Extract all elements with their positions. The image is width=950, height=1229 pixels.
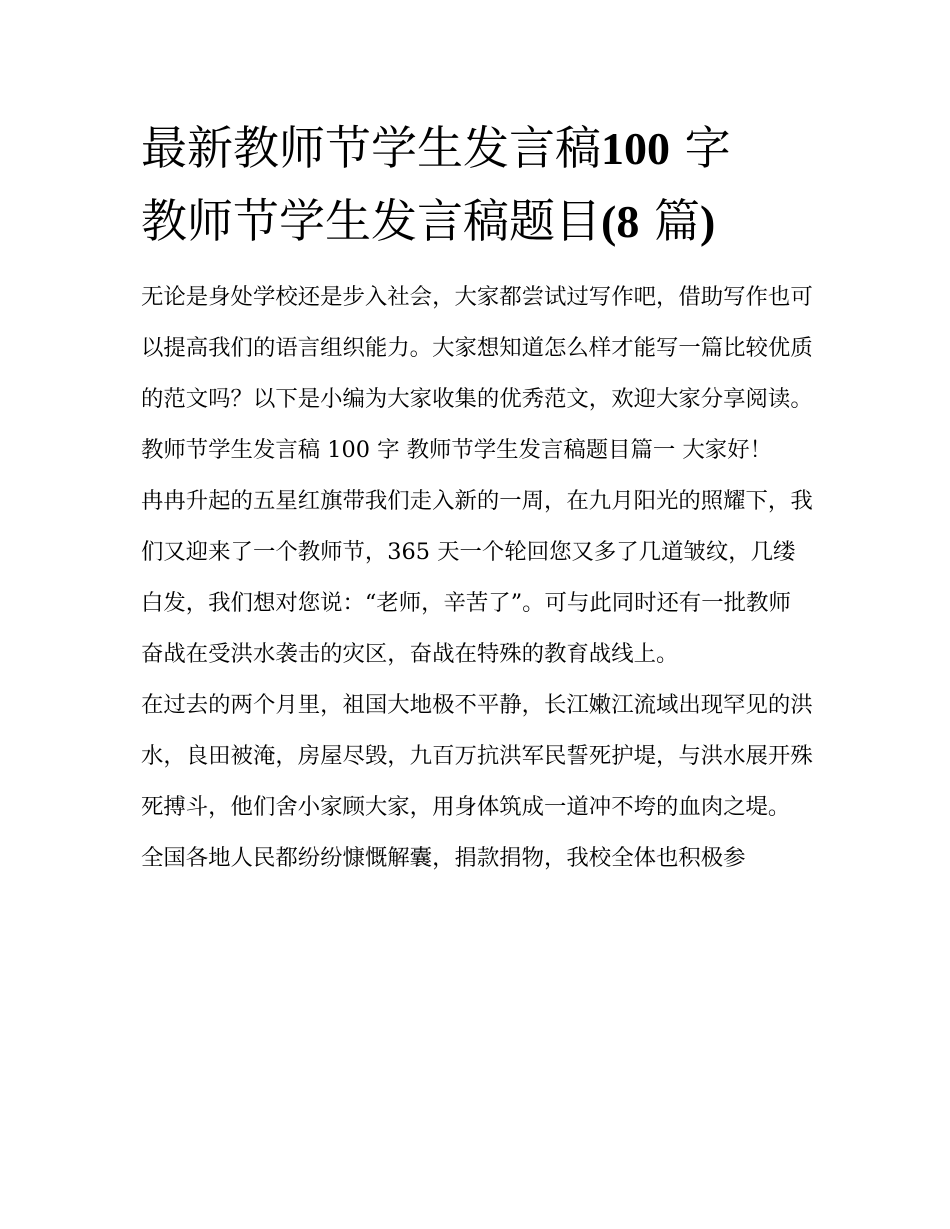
paragraph-body-1: 冉冉升起的五星红旗带我们走入新的一周，在九月阳光的照耀下，我们又迎来了一个教师节，365 天一个轮回您又多了几道皱纹，几缕白发，我们想对您说：“老师，辛苦了”。可与此同时还有一批教师奋战在受洪水袭击的灾区，奋战在特殊的教育战线上。 (141, 488, 813, 667)
title-line-2-close-paren: ) (699, 196, 716, 247)
title-line-1 (141, 112, 813, 185)
paragraph-body-3: 全国各地人民都纷纷慷慨解囊，捐款捐物，我校全体也积极参 (141, 845, 746, 871)
document-body (141, 112, 813, 884)
title-line-2-unit: 篇 (639, 194, 700, 248)
document-title (141, 112, 813, 258)
title-line-2 (141, 185, 813, 258)
title-line-2-open-paren: (8 (601, 196, 640, 247)
title-line-1-text: 最新教师节学生发言稿 (141, 121, 601, 175)
title-line-1-unit: 字 (670, 121, 731, 175)
title-line-1-number: 100 (601, 123, 670, 174)
paragraph-section-heading: 教师节学生发言稿 100 字 教师节学生发言稿题目篇一 大家好！ (141, 437, 772, 463)
paragraph-intro: 无论是身处学校还是步入社会，大家都尝试过写作吧，借助写作也可以提高我们的语言组织能力。大家想知道怎么样才能写一篇比较优质的范文吗？以下是小编为大家收集的优秀范文，欢迎大家分享阅读。 (141, 284, 813, 412)
title-line-2-text: 教师节学生发言稿题目 (141, 194, 601, 248)
paragraph-body-2: 在过去的两个月里，祖国大地极不平静，长江嫩江流域出现罕见的洪水，良田被淹，房屋尽毁，九百万抗洪军民誓死护堤，与洪水展开殊死搏斗，他们舍小家顾大家，用身体筑成一道冲不垮的血肉之堤。 (141, 692, 813, 820)
